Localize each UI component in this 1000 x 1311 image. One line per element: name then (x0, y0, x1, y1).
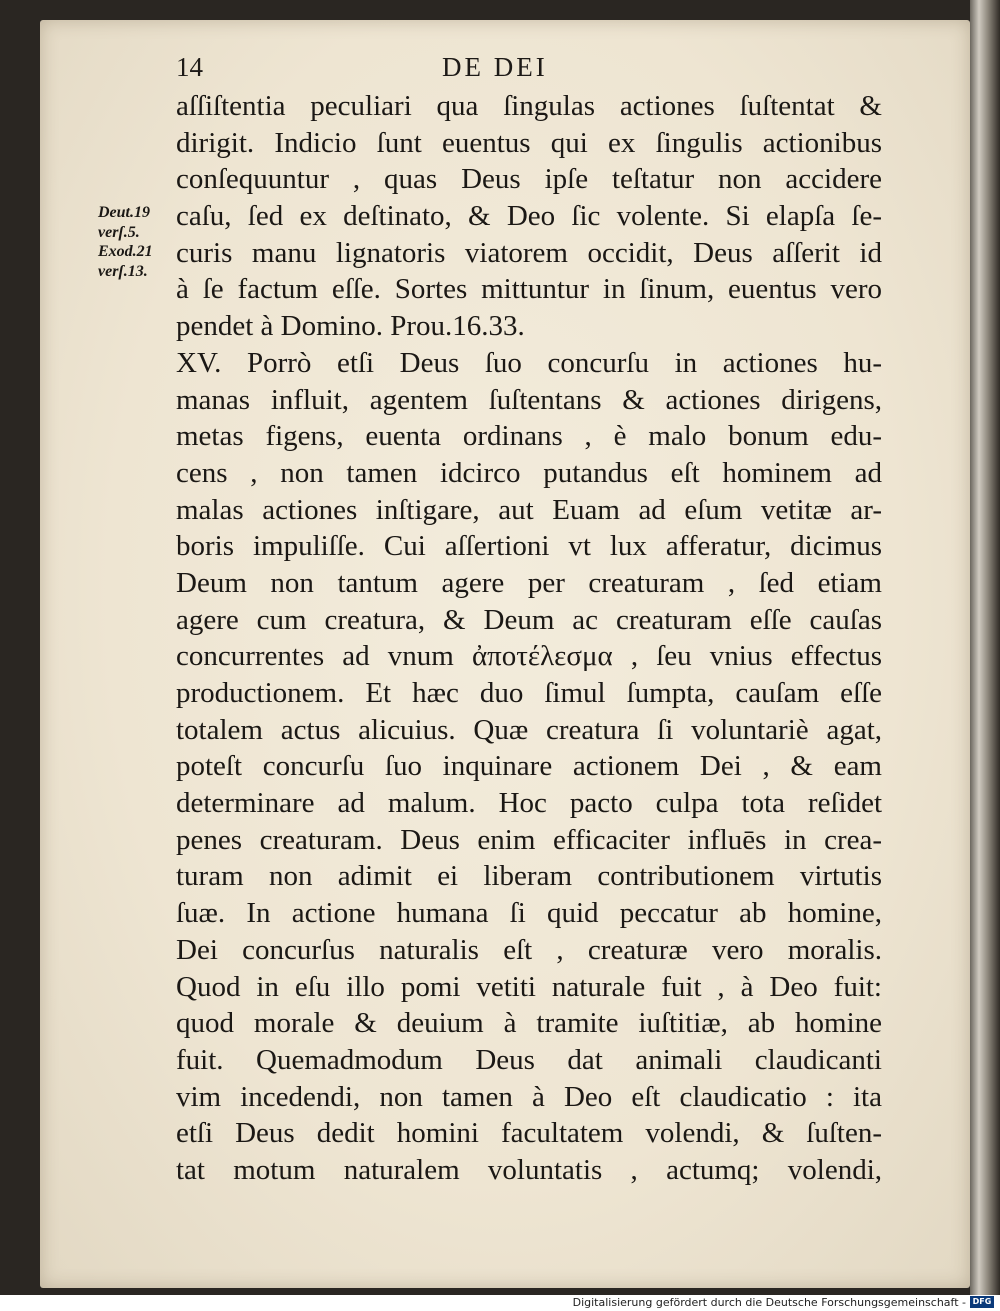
text-line: curis manu lignatoris viatorem occidit, Deus aſſerit id (176, 236, 882, 269)
marginal-note: Exod.21 (98, 243, 153, 261)
text-body (176, 88, 882, 1189)
marginal-note: verſ.13. (98, 262, 148, 280)
marginal-note: verſ.5. (98, 223, 140, 241)
marginal-notes (98, 203, 178, 281)
text-line: Dei concurſus naturalis eſt , creaturæ vero moralis. (176, 933, 882, 966)
marginal-note: Deut.19 (98, 204, 150, 221)
text-line: Deum non tantum agere per creaturam , ſed etiam (176, 566, 882, 599)
text-line: dirigit. Indicio ſunt euentus qui ex ſingulis actionibus (176, 126, 882, 159)
text-line: productionem. Et hæc duo ſimul ſumpta, cauſam eſſe (176, 677, 882, 709)
text-line: Quod in eſu illo pomi vetiti naturale fuit , à Deo fuit: (176, 970, 882, 1003)
text-line: determinare ad malum. Hoc pacto culpa tota reſidet (176, 787, 882, 820)
text-line: metas figens, euenta ordinans , è malo bonum edu- (176, 420, 882, 453)
text-line: agere cum creatura, & Deum ac creaturam eſſe cauſas (176, 603, 882, 636)
book-page-edge (970, 0, 1000, 1295)
text-line: concurrentes ad vnum ἀποτέλεσμα , ſeu vnius effectus (176, 640, 882, 673)
text-line: fuit. Quemadmodum Deus dat animali claudicanti (176, 1043, 882, 1076)
text-line: tat motum naturalem voluntatis , actumq; volendi, (176, 1153, 882, 1186)
text-line: aſſiſtentia peculiari qua ſingulas actiones ſuſtentat & (176, 90, 882, 122)
text-line: manas influit, agentem ſuſtentans & actiones dirigens, (176, 383, 882, 416)
text-line: conſequuntur , quas Deus ipſe teſtatur non accidere (176, 163, 882, 196)
text-line: penes creaturam. Deus enim efficaciter influēs in crea- (176, 823, 882, 856)
text-line: totalem actus alicuius. Quæ creatura ſi voluntariè agat, (176, 713, 882, 746)
text-line: à ſe factum eſſe. Sortes mittuntur in ſinum, euentus vero (176, 273, 882, 306)
text-line: poteſt concurſu ſuo inquinare actionem Dei , & eam (176, 750, 882, 783)
text-line: malas actiones inſtigare, aut Euam ad eſum vetitæ ar- (176, 493, 882, 526)
page-number: 14 (176, 52, 203, 82)
text-line: quod morale & deuium à tramite iuſtitiæ, ab homine (176, 1007, 882, 1040)
text-line: turam non adimit ei liberam contributionem virtutis (176, 860, 882, 893)
text-line: caſu, ſed ex deſtinato, & Deo ſic volente. Si elapſa ſe- (176, 200, 882, 233)
text-line: ſuæ. In actione humana ſi quid peccatur ab homine, (176, 897, 882, 930)
running-head: DE DEI (442, 52, 548, 82)
text-line: etſi Deus dedit homini facultatem volendi, & ſuſten- (176, 1117, 882, 1150)
text-line: vim incedendi, non tamen à Deo eſt claudicatio : ita (176, 1080, 882, 1113)
footer-bar (0, 1295, 1000, 1311)
text-line: cens , non tamen idcirco putandus eſt hominem ad (176, 456, 882, 489)
text-line: pendet à Domino. Prou.16.33. (176, 310, 525, 343)
text-line: boris impuliſſe. Cui aſſertioni vt lux afferatur, dicimus (176, 530, 882, 563)
digitization-credit: Digitalisierung gefördert durch die Deutsche Forschungsgemeinschaft - (572, 1296, 966, 1309)
dfg-logo: DFG (970, 1296, 994, 1308)
page-header (176, 52, 876, 92)
text-line: XV. Porrò etſi Deus ſuo concurſu in actiones hu- (176, 346, 882, 379)
